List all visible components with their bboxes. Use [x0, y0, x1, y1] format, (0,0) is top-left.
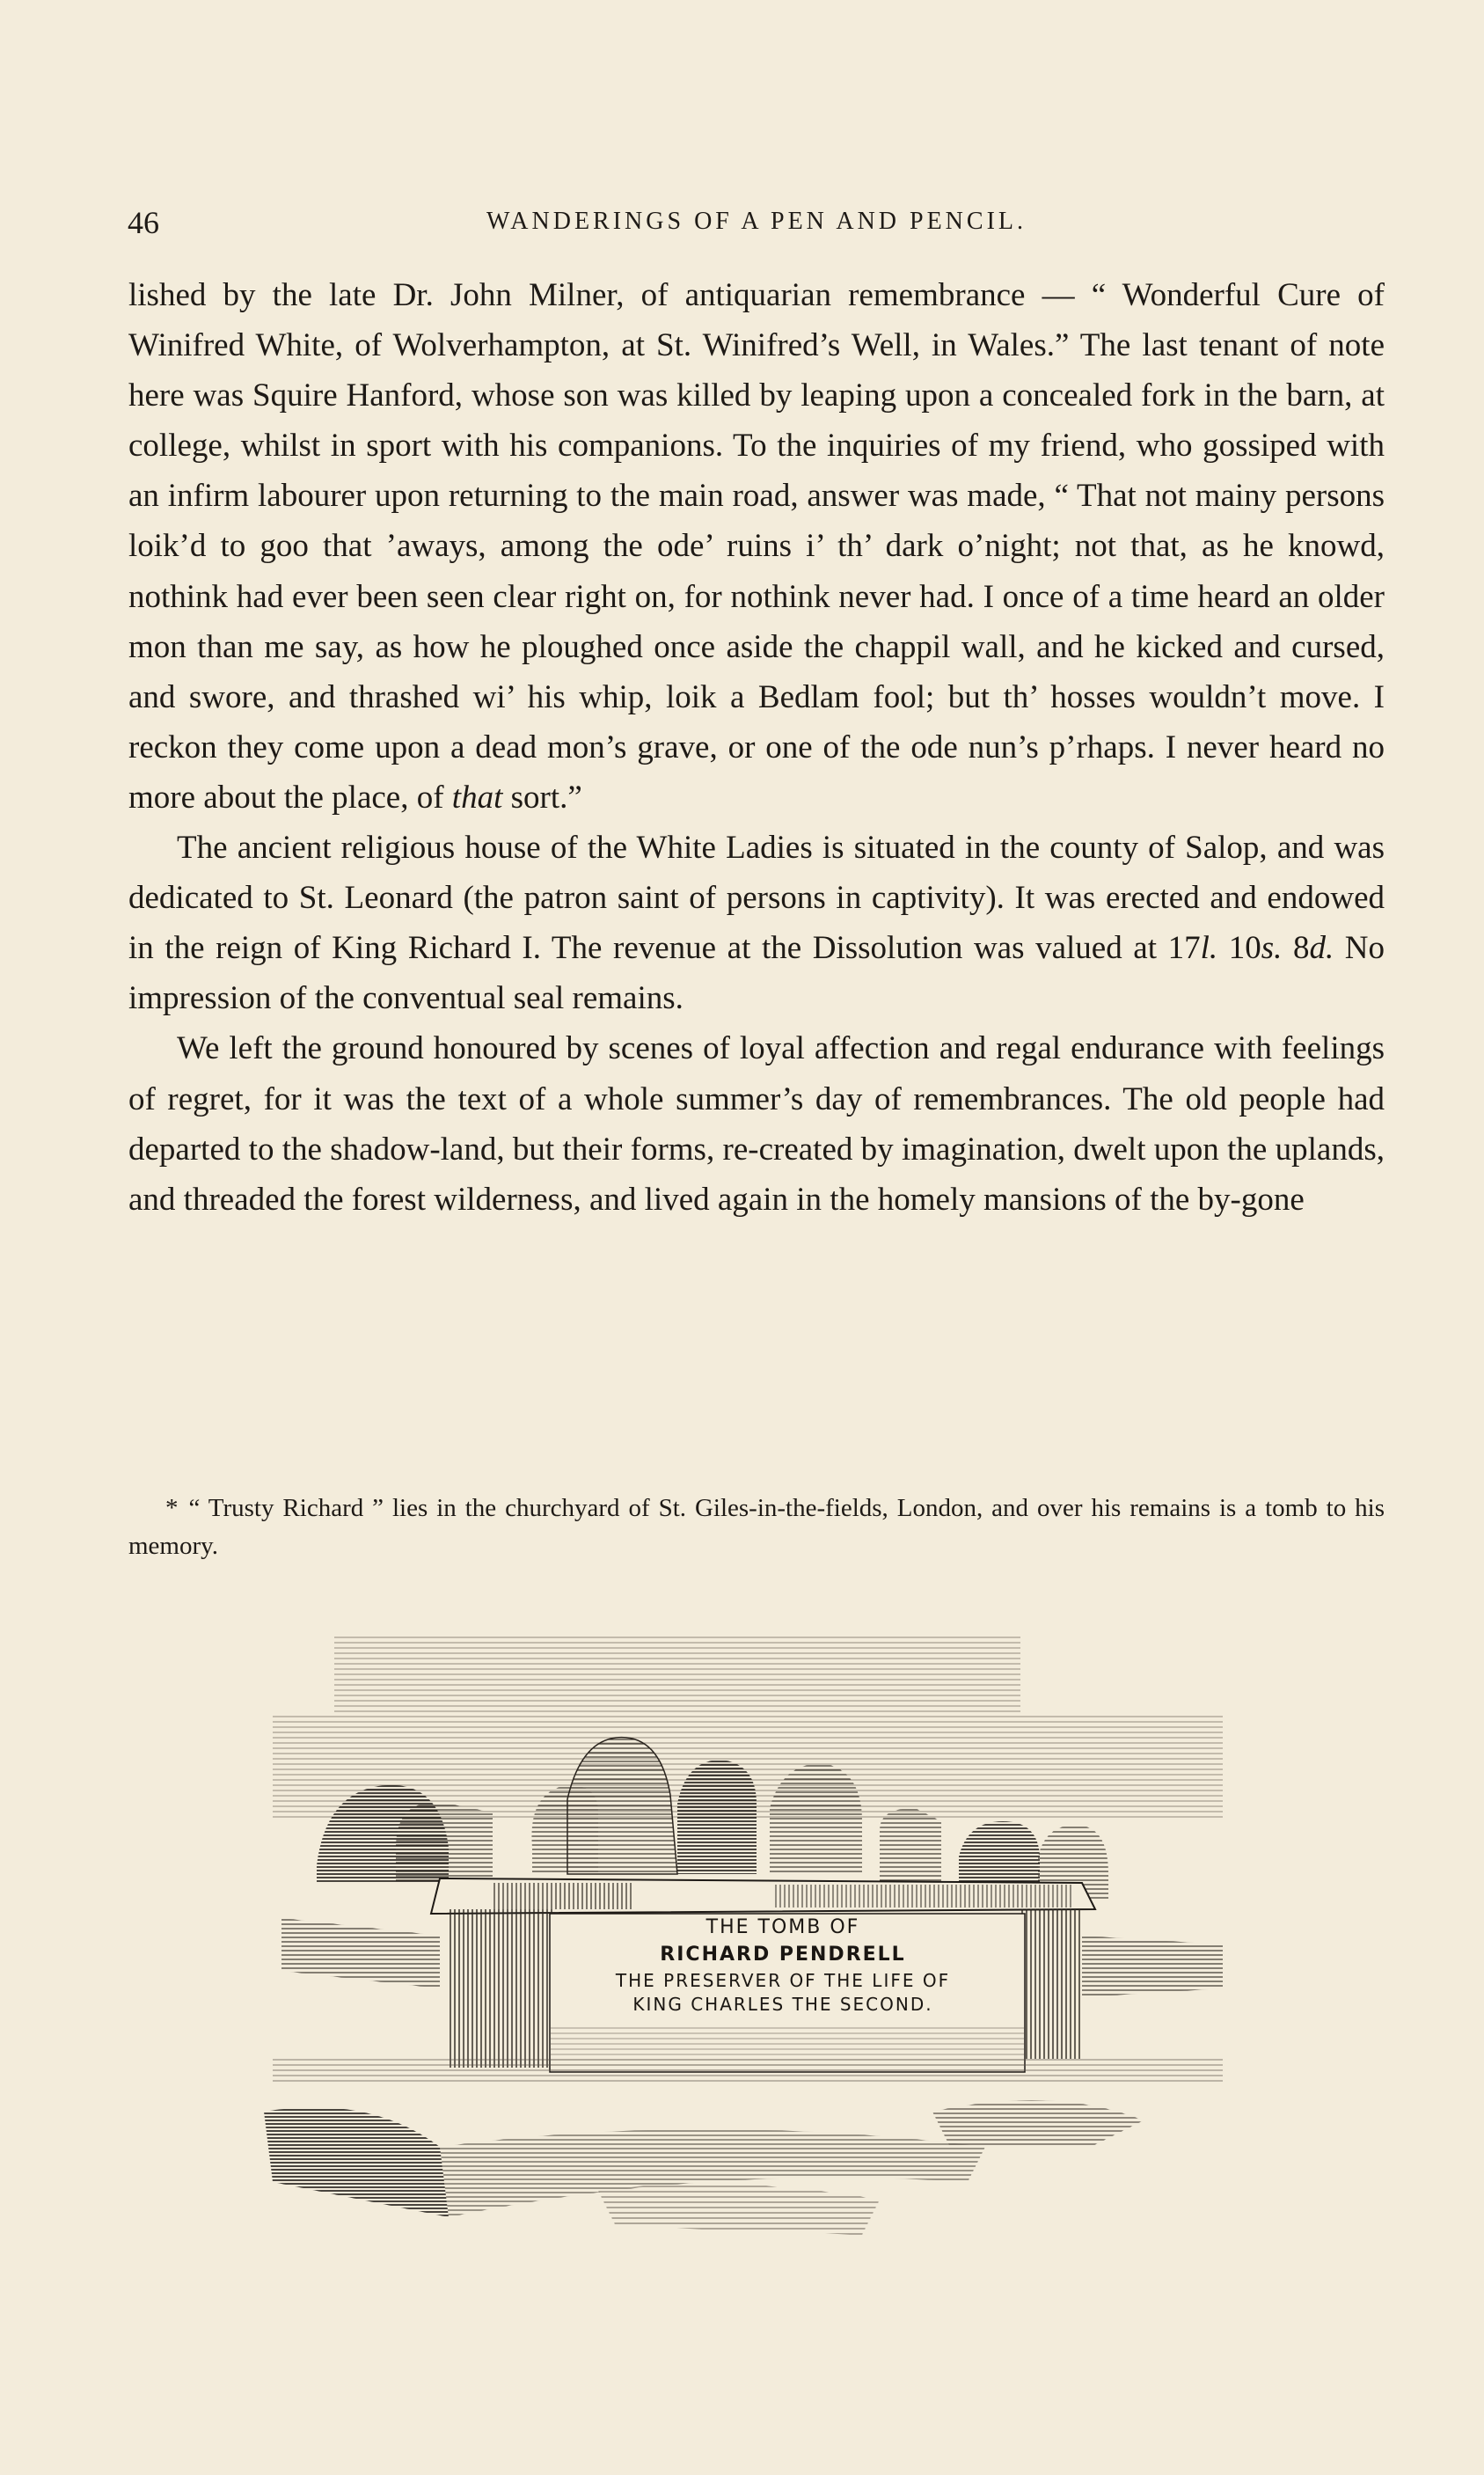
paragraph-continued: lished by the late Dr. John Milner, of antiquarian remembrance — “ Wonderful Cure of Winifred White, of Wolverhampton, at St. Winifred’s Well, in Wales.” The last tenant of note here was Squire Hanford, whose son was killed by leaping upon a concealed fork in the barn, at college, whilst in sport with his companions. To the inquiries of my friend, who gossiped with an infirm labourer upon returning to the main road, answer was made, “ That not mainy persons loik’d to goo that ’aways, among the ode’ ruins i’ th’ dark o’night; not that, as he knowd, nothink had ever been seen clear right on, for nothink never had. I once of a time heard an older mon than me say, as how he ploughed once aside the chappil wall, and he kicked and cursed, and swore, and thrashed wi’ his whip, loik a Bedlam fool; but th’ hosses wouldn’t move. I reckon they come upon a dead mon’s grave, or one of the ode nun’s p’rhaps. I never heard no more about the place, of that sort.” — [128, 277, 1385, 816]
inscription-line-3: THE PRESERVER OF THE LIFE OF — [615, 1970, 951, 1991]
tomb-engraving — [264, 1619, 1232, 2244]
inscription-line-4: KING CHARLES THE SECOND. — [632, 1994, 933, 2015]
footnote-text: “ Trusty Richard ” lies in the churchyard of St. Giles-in-the-fields, London, and over his remains is a tomb to his memory. — [128, 1494, 1385, 1560]
footnote — [128, 1490, 1385, 1565]
paragraph-departure: We left the ground honoured by scenes of loyal affection and regal endurance with feelings of regret, for it was the text of a whole summer’s day of remembrances. The old people had departed to the shadow-land, but their forms, re-created by imagination, dwelt upon the uplands, and threaded the forest wilderness, and lived again in the homely mansions of the by-gone — [128, 1030, 1385, 1218]
running-title: WANDERINGS OF A PEN AND PENCIL. — [486, 208, 1027, 235]
inscription-line-2: RICHARD PENDRELL — [660, 1944, 906, 1966]
running-head — [128, 204, 1385, 248]
inscription-line-1: THE TOMB OF — [705, 1916, 860, 1938]
body-text — [128, 270, 1385, 1225]
footnote-mark: * — [165, 1494, 179, 1522]
tomb-slab — [431, 1878, 1095, 1914]
paragraph-white-ladies: The ancient religious house of the White Ladies is situated in the county of Salop, and was dedicated to St. Leonard (the patron saint of persons in captivity). It was erected and endowed in the reign of King Richard I. The revenue at the Dissolution was valued at 17l. 10s. 8d. No impression of the conventual seal remains. — [128, 830, 1385, 1017]
page-number: 46 — [128, 205, 159, 240]
